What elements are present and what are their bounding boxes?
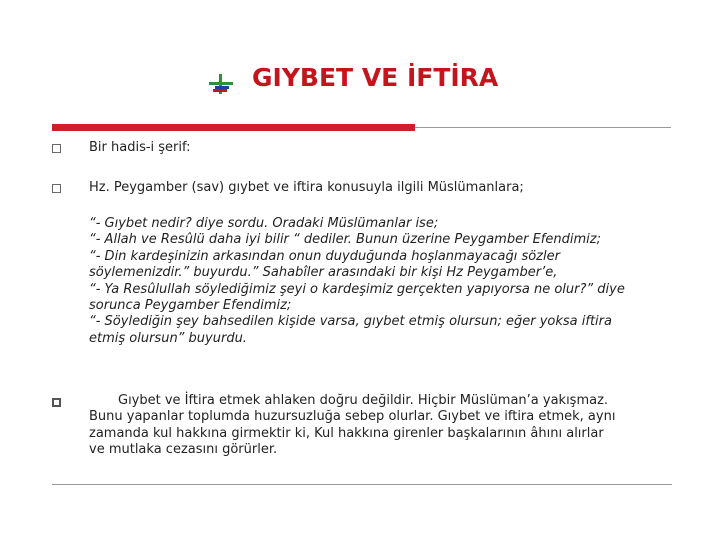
title-accent-rule bbox=[52, 124, 415, 131]
conclusion-paragraph bbox=[89, 393, 689, 459]
paragraph-line: Bunu yapanlar toplumda huzursuzluğa sebep olurlar. Gıybet ve iftira etmek, aynı bbox=[89, 409, 616, 425]
quote-line: “- Din kardeşinizin arkasından onun duyduğunda hoşlanmayacağı sözler bbox=[89, 248, 560, 264]
quote-line: etmiş olursun” buyurdu. bbox=[89, 330, 247, 346]
quote-line: “- Ya Resûlullah söylediğimiz şeyi o kardeşimiz gerçekten yapıyorsa ne olur?” diye bbox=[89, 281, 625, 297]
bullet-checkbox-2 bbox=[52, 184, 61, 193]
quote-line: söylemenizdir.” buyurdu.” Sahabîler arasındaki bir kişi Hz Peygamber’e, bbox=[89, 265, 558, 281]
title-divider-rule bbox=[415, 127, 671, 128]
quote-line: “- Allah ve Resûlü daha iyi bilir “ dediler. Bunun üzerine Peygamber Efendimiz; bbox=[89, 232, 601, 248]
footer-divider-rule bbox=[52, 484, 672, 485]
bullet-checkbox-3 bbox=[52, 398, 61, 407]
paragraph-line: ve mutlaka cezasını görürler. bbox=[89, 442, 278, 458]
paragraph-line: zamanda kul hakkına girmektir ki, Kul hakkına girenler başkalarının âhını alırlar bbox=[89, 425, 604, 441]
paragraph-line: Gıybet ve İftira etmek ahlaken doğru değildir. Hiçbir Müslüman’a yakışmaz. bbox=[118, 393, 609, 408]
slide-title: GIYBET VE İFTİRA bbox=[252, 63, 499, 92]
title-decoration-icon bbox=[209, 74, 233, 94]
quote-line: “- Söylediğin şey bahsedilen kişide varsa, gıybet etmiş olursun; eğer yoksa iftira bbox=[89, 314, 612, 330]
bullet-text-1: Bir hadis-i şerif: bbox=[89, 140, 191, 155]
quote-line: sorunca Peygamber Efendimiz; bbox=[89, 298, 292, 314]
hadith-quote-block bbox=[89, 216, 679, 347]
bullet-text-2: Hz. Peygamber (sav) gıybet ve iftira konusuyla ilgili Müslümanlara; bbox=[89, 180, 524, 195]
quote-line: “- Gıybet nedir? diye sordu. Oradaki Müslümanlar ise; bbox=[89, 216, 439, 231]
bullet-checkbox-1 bbox=[52, 144, 61, 153]
